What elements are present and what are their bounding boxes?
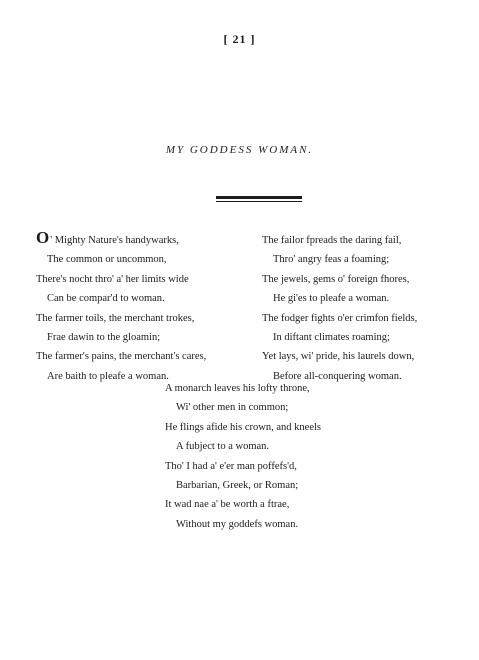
drop-cap: O xyxy=(36,228,50,247)
poem-title: MY GODDESS WOMAN. xyxy=(165,144,314,156)
poem-line: Frae dawin to the gloamin; xyxy=(47,331,161,343)
poem-line: The farmer toils, the merchant trokes, xyxy=(36,312,195,324)
poem-line-text: ' Mighty Nature's handywarks, xyxy=(50,235,179,246)
poem-line: He flings afide his crown, and kneels xyxy=(165,421,321,433)
poem-line: Without my goddefs woman. xyxy=(176,518,299,530)
stanza-3 xyxy=(165,379,321,534)
title-rule xyxy=(216,196,302,199)
poem-line xyxy=(36,228,206,250)
poem-line: Thro' angry feas a foaming; xyxy=(273,254,390,266)
poem-line: Tho' I had a' e'er man poffefs'd, xyxy=(165,460,297,472)
stanza-2 xyxy=(262,231,417,386)
poem-line: Are baith to pleafe a woman. xyxy=(47,370,169,382)
poem-line: Before all-conquering woman. xyxy=(273,370,402,382)
poem-line: The failor fpreads the daring fail, xyxy=(262,235,402,246)
poem-line: Barbarian, Greek, or Roman; xyxy=(176,479,299,491)
poem-line: There's nocht thro' a' her limits wide xyxy=(36,273,189,285)
poem-line: Wi' other men in common; xyxy=(176,402,289,414)
page-number: [ 21 ] xyxy=(223,32,256,46)
poem-line: In diftant climates roaming; xyxy=(273,331,390,343)
poem-line: Can be compar'd to woman. xyxy=(47,293,165,305)
poem-line: The jewels, gems o' foreign fhores, xyxy=(262,273,410,285)
poem-line: A monarch leaves his lofty throne, xyxy=(165,383,310,394)
poem-line: The farmer's pains, the merchant's cares, xyxy=(36,351,207,363)
poem-line: It wad nae a' be worth a ftrae, xyxy=(165,499,290,511)
poem-line: A fubject to a woman. xyxy=(176,441,270,453)
title-rule-thin xyxy=(216,201,302,202)
poem-line: He gi'es to pleafe a woman. xyxy=(273,293,390,305)
stanza-1 xyxy=(36,228,207,386)
poem-line: Yet lays, wi' pride, his laurels down, xyxy=(262,351,415,363)
poem-line: The common or uncommon, xyxy=(47,254,167,266)
poem-line: The fodger fights o'er crimfon fields, xyxy=(262,312,418,324)
